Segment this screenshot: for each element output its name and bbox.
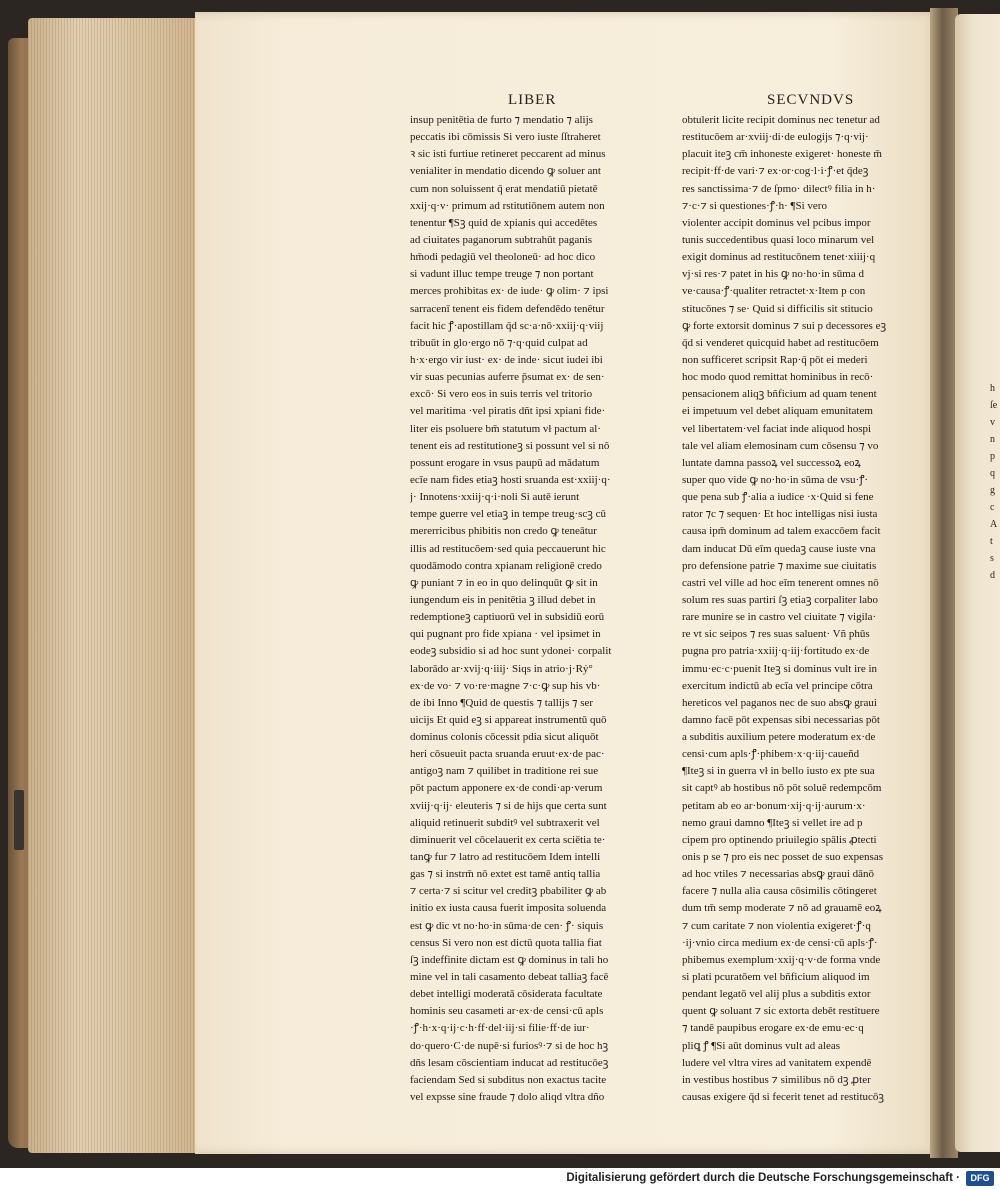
- text-fragment: p: [990, 451, 995, 462]
- text-line: facit hic ꝭ·apostillam q̄d sc·a·nō·xxiij·q·viij: [410, 319, 604, 332]
- text-fragment: s: [990, 553, 994, 564]
- text-line: dominus colonis cōcessit pdia sicut aliquōt: [410, 731, 599, 744]
- text-line: diminuerit vel cōcelauerit ex certa sciētia te·: [410, 833, 606, 846]
- facing-page-text-fragments: [990, 380, 1000, 584]
- running-head-left: LIBER: [508, 92, 557, 108]
- text-line: recipit·ff·de vari·⁊ ex·or·cog·l·i·ꝭ·et q̄deꝫ: [682, 165, 869, 178]
- text-column-right: [682, 112, 919, 1106]
- text-line: quent ꝙ soluant ⁊ sic extorta debēt restituere: [682, 1005, 880, 1018]
- text-line: ꝙ puniant ⁊ in eo in quo delinquūt ꝙ sit in: [410, 576, 598, 589]
- text-line: tribuūt in glo·ergo nō ⁊·q·quid culpat ad: [410, 336, 588, 349]
- text-line: de ibi Inno ¶Quid de questis ⁊ tallijs ⁊ ser: [410, 696, 594, 709]
- text-line: ve·causa·ꝭ·qualiter retractet·x·Item p con: [682, 285, 866, 298]
- text-line: si plati pcuratōem vel bñficium aliquod im: [682, 971, 870, 984]
- text-line: tanꝙ fur ⁊ latro ad restitucōem Idem intelli: [410, 851, 601, 864]
- text-line: tenent eis ad restitutioneꝫ si possunt vel si nō: [410, 439, 610, 452]
- text-line: ⁊·c·⁊ si questiones·ꝭ·h· ¶Si vero: [682, 199, 827, 212]
- text-line: que pena sub ꝭ·alia a iudice ·x·Quid si fene: [682, 491, 874, 504]
- text-fragment: n: [990, 434, 995, 445]
- text-line: pendant legatō vel alij plus a subditis extor: [682, 988, 871, 1001]
- text-line: dñs lesam cōscientiam inducat ad restitucōeꝫ: [410, 1056, 609, 1069]
- text-line: rator ⁊c ⁊ sequen· Et hoc intelligas nisi iusta: [682, 508, 878, 521]
- text-line: possunt erogare in vsus paupū ad mādatum: [410, 456, 600, 469]
- text-line: in vestibus hostibus ⁊ similibus nō dꝫ ꝓter: [682, 1073, 871, 1086]
- text-line: pro defensione patrie ⁊ maxime sue ciuitatis: [682, 559, 877, 572]
- text-line: tempe guerre vel etiaꝫ in tempe treug·scꝫ cū: [410, 508, 607, 521]
- text-line: ei impetuum vel debet aliquam emunitatem: [682, 405, 873, 418]
- text-line: gas ⁊ si instrm̄ nō extet est tamē antiq tallia: [410, 868, 601, 881]
- text-line: vj·si res·⁊ patet in his ꝙ no·ho·in sūma d: [682, 268, 864, 281]
- text-fragment: c: [990, 502, 995, 513]
- text-line: sit captꝰ ab hostibus nō pōt soluē redempcōm: [682, 782, 882, 795]
- text-line: xviij·q·ij· eleuteris ⁊ si de hijs que certa sunt: [410, 799, 607, 812]
- text-line: aliquid retinuerit subditꝰ vel subtraxerit vel: [410, 816, 600, 829]
- text-line: damno facē pōt expensas sibi necessarias pōt: [682, 713, 880, 726]
- text-line: venialiter in mendatio dicendo ꝙ soluer ant: [410, 165, 601, 178]
- text-line: tunis succedentibus quasi loco minarum vel: [682, 233, 875, 246]
- cover-clasp: [14, 790, 24, 850]
- text-line: quodāmodo contra xpianam religionē credo: [410, 559, 602, 572]
- text-line: ·ꝭ·h·x·q·ij·c·h·ff·del·iij·si filie·ff·de iur·: [410, 1022, 590, 1035]
- text-line: rare munire se in castro vel ciuitate ⁊ vigila·: [682, 611, 877, 624]
- text-line: luntate damna passoꝝ vel successoꝝ eoꝝ: [682, 456, 861, 469]
- text-line: hereticos vel paganos nec de suo absꝙ graui: [682, 696, 877, 709]
- text-line: q̄d si venderet quicquid habet ad restitucōem: [682, 336, 879, 349]
- text-line: qui pugnant pro fide xpiana · vel ipsimet in: [410, 628, 601, 641]
- text-line: hoc modo quod remittat hominibus in recō·: [682, 371, 874, 384]
- text-line: mererricibus phibitis non credo ꝙ teneātur: [410, 525, 597, 538]
- text-line: vel libertatem·vel faciat inde aliquod hospi: [682, 422, 872, 435]
- text-line: ·ij·vnio circa medium ex·de censi·cū apls·ꝭ·: [682, 936, 878, 949]
- text-line: ſꝫ indeffinite dictam est ꝙ dominus in tali ho: [410, 953, 609, 966]
- text-line: j· Innotens·xxiij·q·i·noli Si autē ierunt: [410, 491, 580, 504]
- text-line: obtulerit licite recipit dominus nec tenetur ad: [682, 114, 880, 126]
- text-line: uicijs Et quid eꝫ si appareat instrumentū quō: [410, 713, 607, 726]
- text-line: faciendam Sed si subditus non exactus tacite: [410, 1073, 607, 1086]
- text-line: ⁊ certa·⁊ si scitur vel creditꝫ pbabiliter ꝙ ab: [410, 885, 607, 898]
- text-line: castri vel ville ad hoc eīm tenerent omnes nō: [682, 576, 879, 589]
- running-head-right: SECVNDVS: [767, 92, 855, 108]
- text-line: sarracenī tenent eis fidem defendēdo tenētur: [410, 302, 605, 315]
- text-line: phibemus exemplum·xxij·q·v·de forma vnde: [682, 953, 881, 966]
- text-line: placuit iteꝫ cm̄ inhoneste exigeret· honeste m̄: [682, 148, 882, 161]
- text-fragment: v: [990, 417, 995, 428]
- text-line: ludere vel vltra vires ad vanitatem expendē: [682, 1056, 872, 1069]
- funding-credit: Digitalisierung gefördert durch die Deutsche Forschungsgemeinschaft ·: [566, 1172, 960, 1184]
- text-line: eodeꝫ subsidio si ad hoc sunt ydonei· corpalit: [410, 645, 612, 658]
- footer-bar: [0, 1168, 1000, 1190]
- text-line: ¶Iteꝫ si in guerra vł in bello iusto ex pte sua: [682, 765, 875, 778]
- text-line: facere ⁊ nulla alia causa cōsimilis cōtingeret: [682, 885, 877, 898]
- text-line: res sanctissima·⁊ de ſpmo· dilectꝰ filia in h·: [682, 182, 876, 195]
- text-line: ex·de vo· ⁊ vo·re·magne ⁊·c·ꝙ sup his vb·: [410, 679, 601, 692]
- text-line: si vadunt illuc tempe treuge ⁊ non portant: [410, 268, 594, 281]
- text-fragment: g: [990, 485, 995, 496]
- text-line: petitam ab eo ar·bonum·xij·q·ij·aurum·x·: [682, 799, 866, 812]
- text-line: tenentur ¶Sꝫ quid de xpianis qui accedētes: [410, 216, 598, 229]
- text-line: exercitum indictū ab ecīa vel principe cōtra: [682, 679, 873, 692]
- text-line: ad ciuitates paganorum subtrahūt paganis: [410, 233, 593, 246]
- text-line: onis p se ⁊ pro eis nec posset de suo expensas: [682, 851, 883, 864]
- text-line: tale vel aliam elemosinam cum cōsensu ⁊ vo: [682, 439, 879, 452]
- text-fragment: t: [990, 536, 993, 547]
- text-line: pōt pactum apponere ex·de condi·ap·verum: [410, 782, 603, 795]
- text-line: ꝙ forte extorsit dominus ⁊ sui p decessores eꝫ: [682, 319, 887, 332]
- book-gutter: [930, 8, 958, 1158]
- text-line: iungendum eis in penitētia ꝫ illud debet in: [410, 593, 596, 606]
- text-line: heri cōsueuit pacta sruanda eruut·ex·de pac·: [410, 748, 605, 761]
- text-fragment: h: [990, 383, 995, 394]
- text-line: merces prohibitas ex· de iude· ꝙ olim· ⁊ ipsi: [410, 285, 609, 298]
- text-line: immu·ec·c·puenit Iteꝫ si dominus vult ire in: [682, 662, 878, 675]
- text-line: do·quero·C·de nupē·si furiosꝰ·⁊ si de hoc hꝫ: [410, 1039, 609, 1052]
- text-line: debet intelligi moderatā cōsiderata facultate: [410, 988, 603, 1001]
- text-line: vel expsse sine fraude ⁊ dolo aliqd vltra dño: [410, 1091, 605, 1104]
- text-line: vir suas pecunias auferre p̄sumat ex· de sen·: [410, 371, 605, 384]
- text-line: cum non soluissent q̄ erat mendatiū pietatē: [410, 182, 598, 195]
- text-line: antigoꝫ nam ⁊ quilibet in traditione rei sue: [410, 765, 599, 778]
- text-line: insup penitētia de furto ⁊ mendatio ⁊ alijs: [410, 114, 593, 126]
- text-line: pensacionem aliqꝫ bñficium ad quam tenent: [682, 388, 877, 401]
- text-line: nemo graui damno ¶Iteꝫ si vellet ire ad p: [682, 816, 863, 829]
- text-line: solum res suas partiri ſꝫ etiaꝫ corpaliter labo: [682, 593, 879, 606]
- text-line: ecīe nam fides etiaꝫ hosti sruanda est·xxiij·q·: [410, 473, 611, 486]
- text-line: non sufficeret scripsit Rap·q̄ pōt ei mederi: [682, 353, 868, 366]
- text-line: excō· Si vero eos in suis terris vel tritorio: [410, 388, 593, 401]
- text-line: xxij·q·v· primum ad rstitutiōnem autem non: [410, 199, 605, 212]
- text-line: ad hoc vtiles ⁊ necessarias absꝙ graui dānō: [682, 868, 875, 881]
- text-fragment: A: [990, 519, 998, 530]
- text-line: redemptioneꝫ captiuorū vel in subsidiū eorū: [410, 611, 605, 624]
- text-line: re vt sic seipos ⁊ res suas saluent· Vñ phūs: [682, 628, 870, 641]
- text-fragment: d: [990, 570, 995, 581]
- text-line: peccatis ibi cōmissis Si vero iuste ſſtraheret: [410, 131, 601, 144]
- text-line: causas exigere q̄d si fecerit tenet ad restitucōꝫ: [682, 1091, 885, 1104]
- dfg-logo: DFG: [966, 1171, 994, 1186]
- text-line: dum tm̄ semp moderate ⁊ nō ad grauamē eoꝝ: [682, 902, 882, 915]
- text-line: exigit dominus ad restitucōnem tenet·xiiij·q: [682, 251, 876, 264]
- text-line: stitucōnes ⁊ se· Quid si difficilis sit stitucio: [682, 302, 873, 315]
- text-line: h·x·ergo vir iust· ex· de inde· sicut iudei ibi: [410, 353, 603, 366]
- text-line: ⁊ tandē paupibus erogare ex·de emu·ec·q: [682, 1022, 864, 1035]
- text-line: ꝛ sic isti furtiue retineret peccarent ad minus: [410, 148, 606, 161]
- text-line: pliꝗ ꝭ ¶Si aūt dominus vult ad aleas: [682, 1039, 841, 1052]
- text-line: hominis seu casameti ar·ex·de censi·cū apls: [410, 1005, 604, 1018]
- text-line: restitucōem ar·xviij·di·de eulogijs ⁊·q·vij·: [682, 131, 869, 144]
- page-fore-edge: [28, 18, 198, 1153]
- text-column-left: [410, 112, 647, 1106]
- text-line: violenter accipit dominus vel pcibus impor: [682, 216, 871, 229]
- text-line: vel maritima ·vel piratis dñt ipsi xpiani fide·: [410, 405, 606, 418]
- text-line: illis ad restitucōem·sed quia peccauerunt hic: [410, 542, 606, 555]
- text-line: a subditis auxilium petere moderatum ex·de: [682, 731, 876, 744]
- text-line: laborādo ar·xvij·q·iiij· Siqs in atrio·j·Rẏ°: [410, 662, 593, 675]
- text-line: hm̄odi pedagiū vel theoloneū· ad hoc dico: [410, 251, 596, 264]
- text-line: censi·cum apls·ꝭ·phibem·x·q·iij·caueñd: [682, 748, 860, 761]
- text-line: est ꝙ dic vt no·ho·in sūma·de cen· ꝭ· siquis: [410, 919, 604, 932]
- text-line: pugna pro patria·xxiij·q·iij·fortitudo ex·de: [682, 645, 870, 658]
- text-line: census Si vero non est dictū quota tallia fiat: [410, 936, 602, 949]
- text-fragment: ſe: [990, 400, 998, 411]
- text-line: ⁊ cum caritate ⁊ non violentia exigeret·ꝭ·q: [682, 919, 871, 932]
- text-line: initio ex iusta causa fuerit imposita soluenda: [410, 902, 607, 915]
- text-line: dam inducat Dū eīm quedaꝫ cause iuste vna: [682, 542, 876, 555]
- text-line: liter eis psoluere bm̄ statutum vł pactum al·: [410, 422, 601, 435]
- text-fragment: q: [990, 468, 995, 479]
- text-line: causa ipm̄ dominum ad talem exaccōem facit: [682, 525, 881, 538]
- text-line: cipem pro optinendo priuilegio spālis ꝓtecti: [682, 833, 877, 846]
- text-line: mine vel in tali casamento debeat talliaꝫ facē: [410, 971, 609, 984]
- text-line: super quo vide ꝙ no·ho·in sūma de vsu·ꝭ·: [682, 473, 869, 486]
